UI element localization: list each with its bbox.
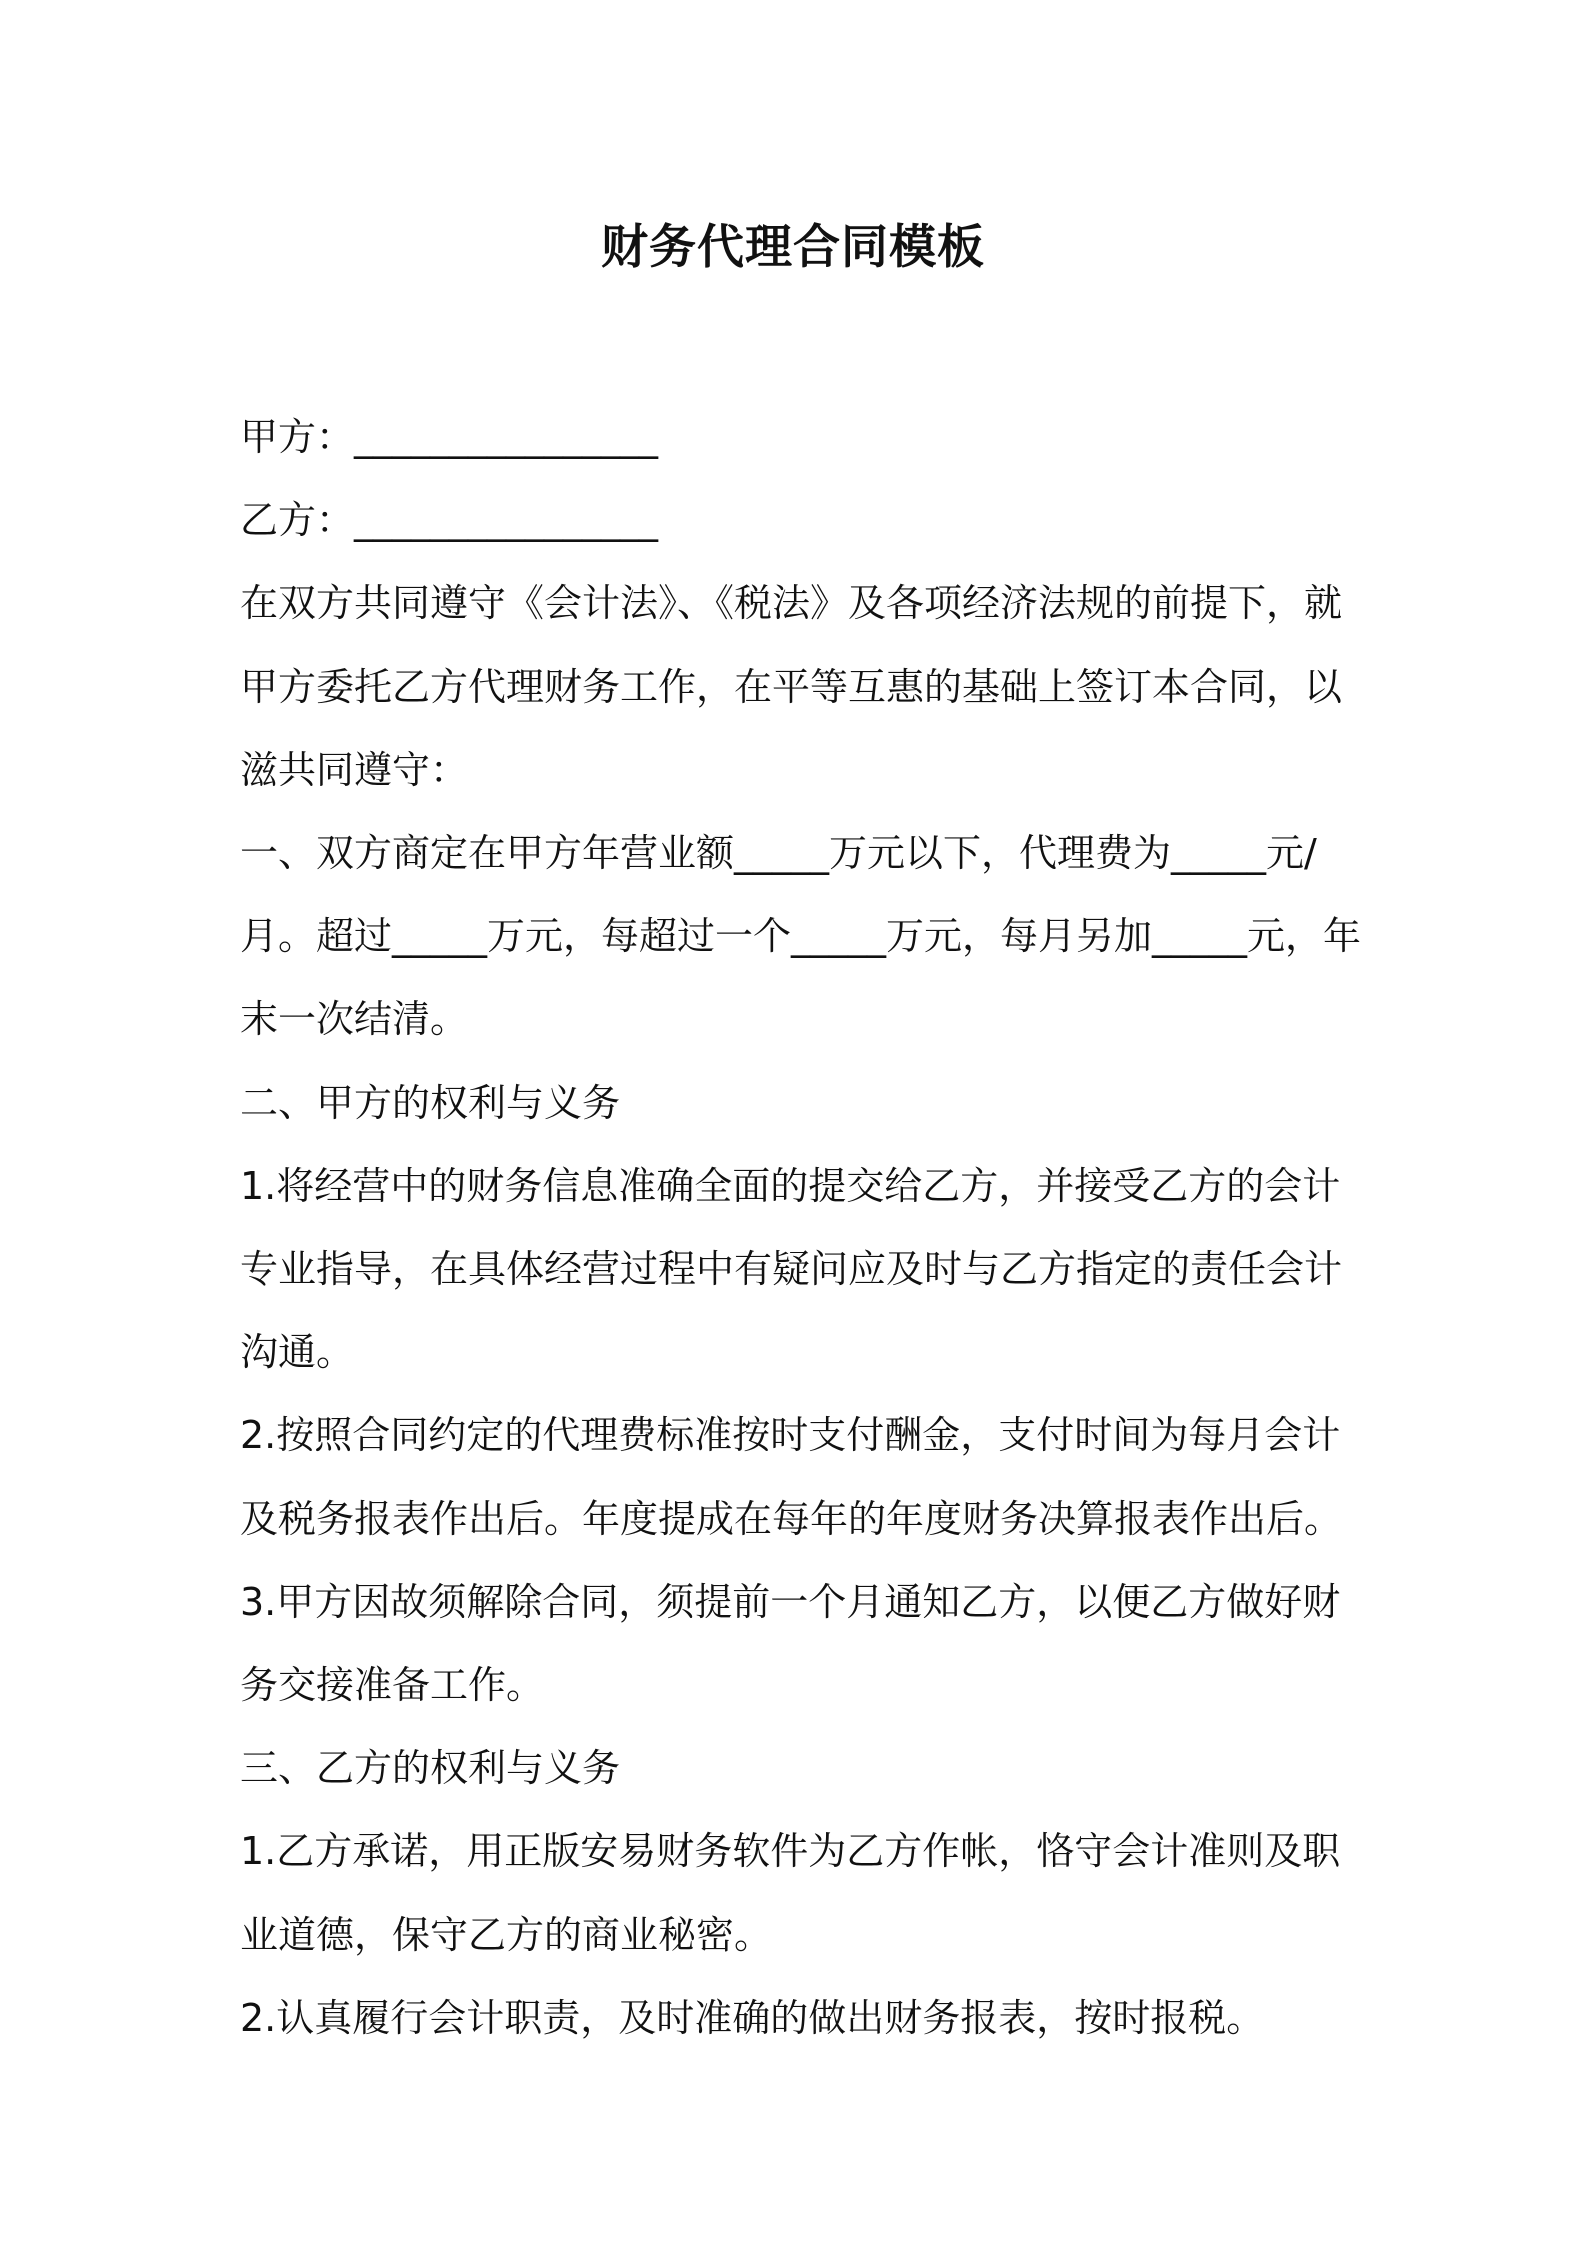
preamble-paragraph: 在双方共同遵守《会计法》、《税法》及各项经济法规的前提下，就甲方委托乙方代理财务工作，在平等互惠的基础上签订本合同，以滋共同遵守： — [240, 581, 1343, 792]
party-b-line: 乙方：________________ — [240, 498, 659, 543]
document-title: 财务代理合同模板 — [601, 220, 985, 275]
clause-1-paragraph: 一、双方商定在甲方年营业额_____万元以下，代理费为_____元/月。超过_____万元，每超过一个_____万元，每月另加_____元，年末一次结清。 — [240, 831, 1362, 1042]
section-2-heading: 二、甲方的权利与义务 — [240, 1080, 621, 1125]
party-a-line: 甲方：________________ — [240, 415, 659, 459]
document-body — [240, 396, 1370, 2060]
section-2-item-2: 2.按照合同约定的代理费标准按时支付酬金，支付时间为每月会计及税务报表作出后。年度提成在每年的年度财务决算报表作出后。 — [240, 1413, 1343, 1541]
section-2-item-1: 1.将经营中的财务信息准确全面的提交给乙方，并接受乙方的会计专业指导，在具体经营过程中有疑问应及时与乙方指定的责任会计沟通。 — [240, 1163, 1343, 1375]
section-3-heading: 三、乙方的权利与义务 — [240, 1746, 621, 1791]
section-3-item-1: 1.乙方承诺，用正版安易财务软件为乙方作帐，恪守会计准则及职业道德，保守乙方的商业秘密。 — [240, 1829, 1341, 1957]
section-3-item-2: 2.认真履行会计职责，及时准确的做出财务报表，按时报税。 — [240, 1995, 1265, 2040]
section-2-item-3: 3.甲方因故须解除合同，须提前一个月通知乙方，以便乙方做好财务交接准备工作。 — [240, 1579, 1341, 1708]
